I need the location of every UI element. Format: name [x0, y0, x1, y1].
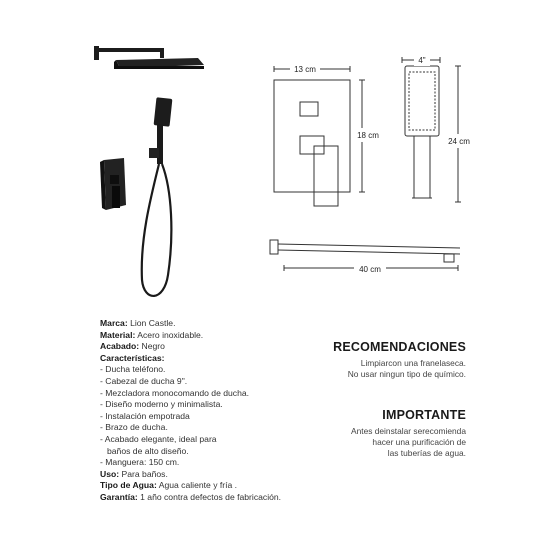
spec-key: Acabado:: [100, 341, 140, 352]
feature-item: baños de alto diseño.: [107, 445, 189, 456]
spec-key: Marca:: [100, 318, 128, 328]
spec-value: Lion Castle.: [127, 318, 176, 328]
feature-item: - Manguera: 150 cm.: [100, 457, 180, 468]
arm-length-label: 40 cm: [359, 265, 381, 274]
spec-finish: [100, 341, 315, 353]
feature-item: - Diseño moderno y minimalista.: [100, 399, 223, 410]
spec-key: Garantía:: [100, 491, 138, 502]
spec-value: Negro: [139, 341, 165, 352]
hand-shower-icon: [149, 97, 172, 164]
spec-usage: [100, 469, 315, 481]
important-line: Antes deinstalar serecomienda: [351, 426, 466, 436]
dimension-drawings: [262, 52, 478, 292]
shower-set-illustration: [80, 40, 220, 310]
important-text: [300, 426, 466, 459]
height-dimension-label: 18 cm: [357, 131, 379, 140]
spec-material: [100, 330, 315, 342]
recommendation-line: No usar ningun tipo de químico.: [347, 369, 466, 379]
mixer-valve-icon: [100, 158, 126, 210]
hand-shower-drawing: [402, 57, 461, 202]
spec-key: Uso:: [100, 468, 120, 479]
feature-item: - Instalación empotrada: [100, 410, 190, 421]
shower-arm-icon: [94, 46, 164, 60]
product-specifications: [100, 318, 315, 504]
feature-item: - Mezcladora monocomando de ducha.: [100, 387, 250, 398]
recommendations-heading: RECOMENDACIONES: [333, 340, 466, 354]
spec-value: 1 año contra defectos de fabricación.: [137, 491, 282, 502]
feature-item: - Brazo de ducha.: [100, 422, 168, 433]
spec-features-heading: [100, 353, 315, 365]
spec-key: Características:: [100, 352, 165, 363]
recommendations-text: [300, 358, 466, 380]
hose-icon: [142, 164, 172, 296]
spec-key: Tipo de Agua:: [100, 480, 157, 491]
valve-plate-drawing: [274, 66, 365, 206]
important-line: hacer una purificación de: [372, 437, 466, 447]
spec-water-type: [100, 480, 315, 492]
feature-item: - Ducha teléfono.: [100, 364, 166, 375]
spec-warranty: [100, 492, 315, 504]
spec-value: Agua caliente y fría .: [156, 480, 238, 491]
feature-item: - Acabado elegante, ideal para: [100, 433, 217, 444]
recommendation-line: Limpiarcon una franelaseca.: [360, 358, 466, 368]
width-dimension-label: 13 cm: [294, 65, 316, 74]
spec-value: Acero inoxidable.: [135, 329, 204, 340]
handset-length-label: 24 cm: [448, 137, 470, 146]
shower-head-icon: [114, 58, 204, 69]
important-heading: IMPORTANTE: [382, 408, 466, 422]
important-line: las tuberías de agua.: [387, 448, 466, 458]
spec-value: Para baños.: [119, 468, 168, 479]
spec-key: Material:: [100, 329, 136, 340]
spec-brand: [100, 318, 315, 330]
handset-width-label: 4": [418, 56, 426, 65]
feature-item: - Cabezal de ducha 9".: [100, 375, 188, 386]
